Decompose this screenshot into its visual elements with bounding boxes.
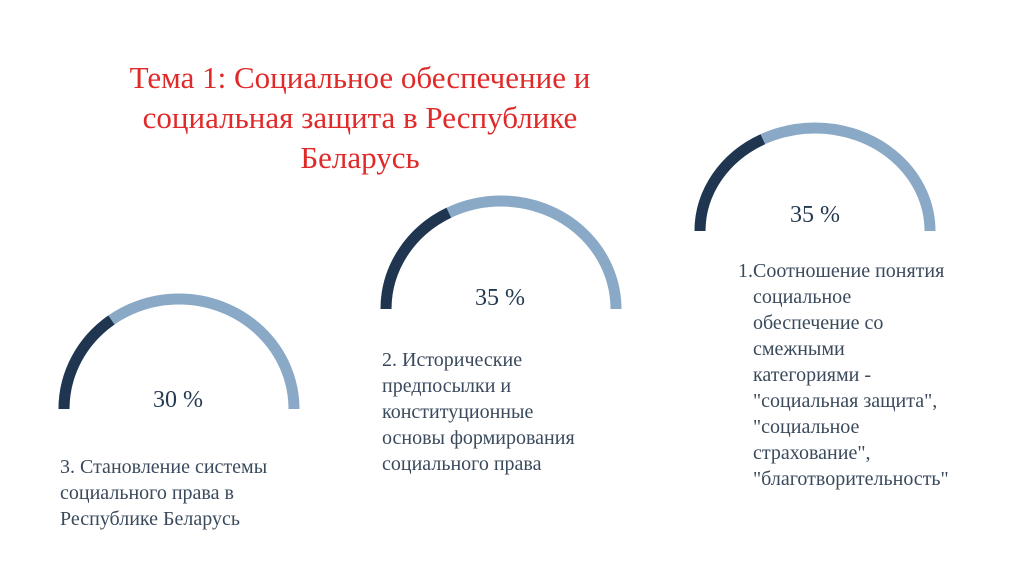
item-1-line: обеспечение со bbox=[753, 312, 884, 334]
item-3-line: 3. Становление системы bbox=[60, 456, 268, 478]
item-1-line: "благотворительность" bbox=[753, 468, 949, 490]
title-line-2: социальная защита в Республике bbox=[142, 100, 578, 135]
item-1-line: смежными bbox=[753, 338, 845, 360]
slide-title bbox=[60, 58, 660, 178]
item-2-line: конституционные bbox=[382, 401, 534, 423]
item-2-line: предпосылки и bbox=[382, 375, 512, 397]
item-2-line: основы формирования bbox=[382, 427, 575, 449]
gauge-1-value-arc bbox=[700, 139, 763, 231]
item-1-line: социальное bbox=[753, 286, 852, 308]
item-1-number: 1. bbox=[738, 260, 753, 282]
item-3-line: Республике Беларусь bbox=[60, 508, 240, 530]
item-2-line: социального права bbox=[382, 453, 542, 475]
item-1-line: категориями - bbox=[753, 364, 872, 386]
gauge-3-value-arc bbox=[64, 320, 111, 409]
title-line-1: Тема 1: Социальное обеспечение и bbox=[129, 60, 591, 95]
gauge-2-percent: 35 % bbox=[475, 285, 525, 311]
item-1-line: страхование", bbox=[753, 442, 871, 464]
item-2-line: 2. Исторические bbox=[382, 349, 523, 371]
item-3-description bbox=[60, 454, 267, 532]
item-3-line: социального права в bbox=[60, 482, 234, 504]
item-1-line: "социальная защита", bbox=[753, 390, 938, 412]
title-line-3: Беларусь bbox=[300, 140, 420, 175]
item-1-line: "социальное bbox=[753, 416, 860, 438]
item-2-description bbox=[382, 347, 575, 477]
item-1-description bbox=[738, 258, 949, 492]
gauge-1-percent: 35 % bbox=[790, 202, 840, 228]
item-1-line: Соотношение понятия bbox=[753, 260, 945, 282]
gauge-3-percent: 30 % bbox=[153, 387, 203, 413]
